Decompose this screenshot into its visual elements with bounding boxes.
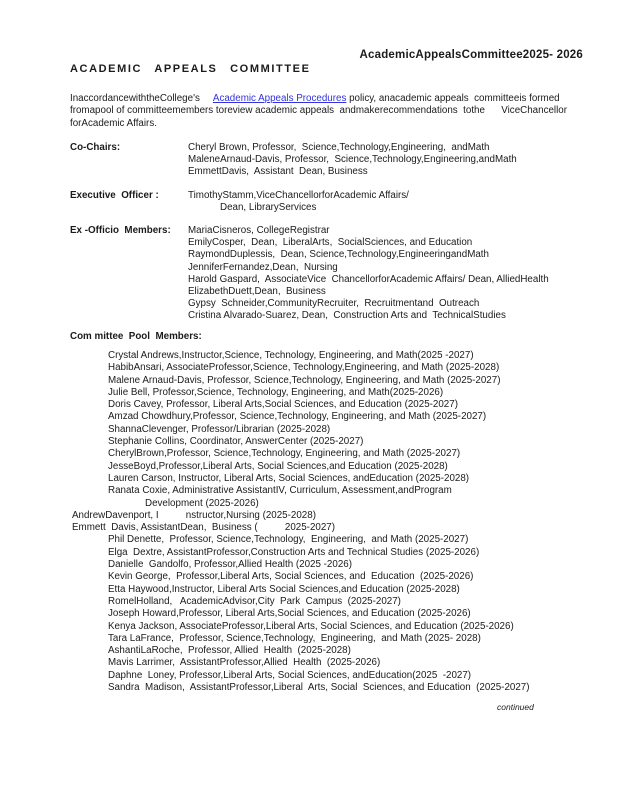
officer-section <box>70 190 600 214</box>
officer-section <box>70 142 600 179</box>
pool-member-line: Amzad Chowdhury,Professor, Science,Technology, Engineering, and Math (2025-2027) <box>108 411 487 423</box>
pool-member-line: Sandra Madison, AssistantProfessor,Liberal Arts, Social Sciences, and Education (2025-2027) <box>108 682 530 694</box>
member-line: Cristina Alvarado-Suarez, Dean, Construction Arts and TechnicalStudies <box>188 310 506 322</box>
member-line: ElizabethDuett,Dean, Business <box>188 286 326 298</box>
intro-paragraph <box>70 93 567 130</box>
member-line: Harold Gaspard, AssociateVice ChancellorforAcademic Affairs/ Dean, AlliedHealth <box>188 273 549 285</box>
intro-text-pre: InaccordancewiththeCollege's <box>70 93 213 104</box>
member-line: MaleneArnaud-Davis, Professor, Science,Technology,Engineering,andMath <box>188 154 517 166</box>
pool-member-line: Malene Arnaud-Davis, Professor, Science,Technology, Engineering, and Math (2025-2027) <box>108 374 501 386</box>
academic-appeals-procedures-link[interactable]: Academic Appeals Procedures <box>212 93 347 104</box>
pool-members-heading: Com mittee Pool Members: <box>70 331 202 342</box>
member-line: EmilyCosper, Dean, LiberalArts, SocialSciences, and Education <box>188 237 473 249</box>
section-members <box>188 190 600 214</box>
member-line: Cheryl Brown, Professor, Science,Technology,Engineering, andMath <box>188 142 490 153</box>
pool-member-line: Doris Cavey, Professor, Liberal Arts,Social Sciences, and Education (2025-2027) <box>108 399 458 411</box>
member-line: JenniferFernandez,Dean, Nursing <box>188 261 338 273</box>
section-members <box>188 142 600 179</box>
intro-line-3: forAcademic Affairs. <box>70 117 157 129</box>
intro-line-1 <box>70 93 567 105</box>
pool-member-line: CherylBrown,Professor, Science,Technology, Engineering, and Math (2025-2027) <box>108 448 461 460</box>
member-line: MariaCisneros, CollegeRegistrar <box>188 225 330 237</box>
pool-member-line: Ranata Coxie, Administrative AssistantIV, Curriculum, Assessment,andProgram <box>108 485 452 497</box>
pool-member-line: Crystal Andrews,Instructor,Science, Technology, Engineering, and Math(2025 -2027) <box>108 350 474 361</box>
member-line: EmmettDavis, Assistant Dean, Business <box>188 166 368 178</box>
pool-member-line: Danielle Gandolfo, Professor,Allied Health (2025 -2026) <box>108 559 352 571</box>
intro-text-post: policy, anacademic appeals committeeis formed <box>346 93 560 104</box>
member-line: Gypsy Schneider,CommunityRecruiter, Recruitmentand Outreach <box>188 298 480 310</box>
pool-member-line: Stephanie Collins, Coordinator, AnswerCenter (2025-2027) <box>108 436 364 448</box>
pool-member-line: ShannaClevenger, Professor/Librarian (2025-2028) <box>108 423 331 435</box>
pool-member-line: Joseph Howard,Professor, Liberal Arts,Social Sciences, and Education (2025-2026) <box>108 608 471 620</box>
section-label: Ex -Officio Members: <box>70 225 171 237</box>
pool-member-line: Daphne Loney, Professor,Liberal Arts, Social Sciences, andEducation(2025 -2027) <box>108 669 472 681</box>
member-line: TimothyStamm,ViceChancellorforAcademic Affairs/ <box>188 189 409 201</box>
pool-member-line: Julie Bell, Professor,Science, Technology, Engineering, and Math(2025-2026) <box>108 386 444 398</box>
pool-member-line: HabibAnsari, AssociateProfessor,Science, Technology,Engineering, and Math (2025-2028) <box>108 362 500 374</box>
pool-member-line: Kenya Jackson, AssociateProfessor,Liberal Arts, Social Sciences, and Education (2025-2026) <box>108 620 514 632</box>
section-members <box>188 225 600 323</box>
pool-member-line: AndrewDavenport, I nstructor,Nursing (2025-2028) <box>72 509 316 521</box>
member-line: RaymondDuplessis, Dean, Science,Technology,EngineeringandMath <box>188 249 489 261</box>
intro-line-2: fromapool of committeemembers toreview academic appeals andmakerecommendations tothe ViceChancellor <box>70 105 567 117</box>
pool-member-line: Mavis Larrimer, AssistantProfessor,Allied Health (2025-2026) <box>108 657 381 669</box>
officer-sections <box>70 142 600 334</box>
pool-members-list <box>72 350 530 694</box>
pool-member-line: Elga Dextre, AssistantProfessor,Construction Arts and Technical Studies (2025-2026) <box>108 546 480 558</box>
pool-member-line: Phil Denette, Professor, Science,Technology, Engineering, and Math (2025-2027) <box>108 534 469 546</box>
pool-member-line: Etta Haywood,Instructor, Liberal Arts Social Sciences,and Education (2025-2028) <box>108 583 460 595</box>
pool-member-line: Tara LaFrance, Professor, Science,Technology, Engineering, and Math (2025- 2028) <box>108 632 481 644</box>
page-header-committee-year: AcademicAppealsCommittee2025- 2026 <box>359 49 583 61</box>
pool-member-line: JesseBoyd,Professor,Liberal Arts, Social Sciences,and Education (2025-2028) <box>108 460 448 472</box>
pool-member-line: Emmett Davis, AssistantDean, Business ( 2025-2027) <box>72 522 335 534</box>
section-label: Executive Officer : <box>70 189 159 201</box>
pool-member-line: Development (2025-2026) <box>145 497 259 509</box>
officer-section <box>70 225 600 323</box>
page-title: ACADEMIC APPEALS COMMITTEE <box>70 63 311 75</box>
pool-member-line: AshantiLaRoche, Professor, Allied Health (2025-2028) <box>108 645 351 657</box>
pool-member-line: Kevin George, Professor,Liberal Arts, Social Sciences, and Education (2025-2026) <box>108 571 474 583</box>
pool-member-line: RomelHolland, AcademicAdvisor,City Park Campus (2025-2027) <box>108 595 401 607</box>
section-label: Co-Chairs: <box>70 142 121 153</box>
continued-note: continued <box>497 702 534 712</box>
member-line: Dean, LibraryServices <box>220 201 317 213</box>
pool-member-line: Lauren Carson, Instructor, Liberal Arts, Social Sciences, andEducation (2025-2028) <box>108 472 470 484</box>
